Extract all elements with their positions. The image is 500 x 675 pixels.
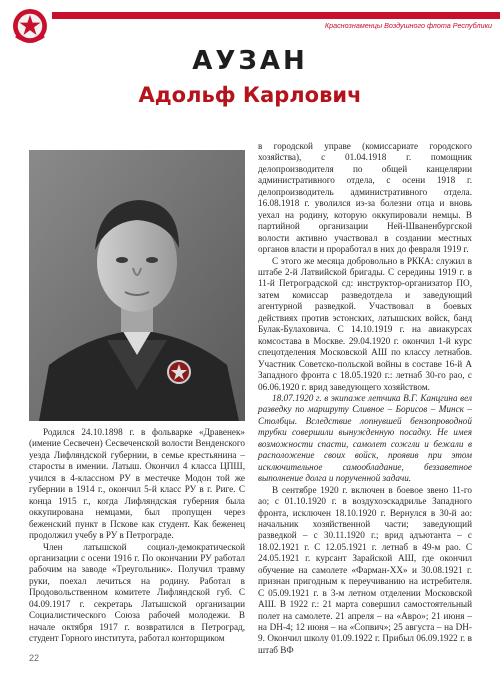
header-band	[52, 12, 500, 19]
portrait-photo	[29, 150, 245, 421]
article-right-column	[258, 141, 472, 656]
article-left-column	[29, 427, 245, 645]
article-paragraph: Родился 24.10.1898 г. в фольварке «Дравенек» (имение Сесвечен) Сесвеченской волости Венденского уезда Лифляндской губернии, в семье крестьянина – старосты в имении. Латыш. Окончил 4 класса ЦПШ, учился в 4-классном РУ в местечке Модон той же губернии в 1914 г., окончил 5-й класс РУ в г. Риге. С конца 1915 г., когда Лифляндская губерния была оккупирована немцами, был пропущен через беженский пункт в Пскове как студент. Как беженец продолжил учебу в РУ в Петрограде.	[29, 427, 245, 541]
article-paragraph: С этого же месяца добровольно в РККА: служил в штабе 2-й Латвийской бригады. С середины 1919 г. в 11-й Петроградской сд: инструктор-организатор ПО, затем комиссар разведотдела и заведующий агентурной разведкой. Участвовал в боевых действиях против эстонских, латышских войск, банд Булак-Булаховича. С 14.10.1919 г. на авиакурсах комсостава в Москве. 29.04.1920 г. окончил 1-й курс спецотделения Московской АШ по классу летнабов. Участник Советско-польской войны в составе 16-й А Западного фронта с 18.05.1920 г.: летнаб 30-го рао, с 06.06.1920 г. врид заведующего хозяйством.	[258, 255, 472, 392]
article-paragraph: в городской управе (комиссариате городского хозяйства), с 01.04.1918 г. помощник делопроизводителя по общей канцелярии административного отдела, с осени 1918 г. делопроизводитель административного отдела. 16.08.1918 г. уволился из-за болезни отца и вновь уехал на родину, которую оккупировали немцы. В партийной организации Ней-Шваненбургской волости активно участвовал в создании местных органов власти и проработал в них до февраля 1919 г.	[258, 141, 472, 255]
article-paragraph: В сентябре 1920 г. включен в боевое звено 11-го ао; с 01.10.1920 г. в воздухоэскадрилье Западного фронта, исключен 18.10.1920 г. Вернулся в 30-й ао: начальник хозяйственной части; заведующий разведкой – с 30.11.1920 г.; врид адъютанта – с 18.02.1921 г. С 12.05.1921 г. летнаб в 49-м рао. С 24.05.1921 г. курсант Зарайской АШ, где окончил обучение на самолете «Фарман-ХХ» и 30.08.1921 г. признан пригодным к переучиванию на истребителя. С 05.09.1921 г. в 3-м летном отделении Московской АШ. В 1922 г.: 21 марта совершил самостоятельный полет на самолете. 21 апреля – на «Авро»; 21 июня – на DH-4; 12 июня – на «Сопвич»; 25 августа – на DH-9. Окончил школу 01.09.1922 г. Прибыл 06.09.1922 г. в штаб ВФ	[258, 484, 472, 655]
page-number: 22	[29, 653, 40, 663]
order-emblem-icon	[10, 6, 50, 46]
page-title-name: Адольф Карлович	[138, 83, 362, 107]
article-paragraph: Член латышской социал-демократической организации с осени 1916 г. По окончании РУ работал рабочим на заводе «Треугольник». Получил травму руки, поехал лечиться на родину. Работал в Продовольственном комитете Лифляндской губ. С 04.09.1917 г. секретарь Латышской организации Социалистического Союза рабочей молодежи. В начале октября 1917 г. возвратился в Петроград, студент Горного института, работал конторщиком	[29, 541, 245, 644]
award-citation: 18.07.1920 г. в экипаже летчика В.Г. Канцгина вел разведку по маршруту Сливное – Борисов – Минск – Столбцы. Вследствие лопнувшей бензопроводной трубки совершили вынужденную посадку. Не имея возможности спасти, самолет сожгли и бежали в расположение своих войск, проявив при этом исключительное самообладание, беззаветное выполнение долга и порученной задачи.	[258, 392, 472, 484]
page-title-surname: АУЗАН	[192, 46, 308, 76]
running-header: Краснознаменцы Воздушного флота Республики	[324, 21, 492, 30]
